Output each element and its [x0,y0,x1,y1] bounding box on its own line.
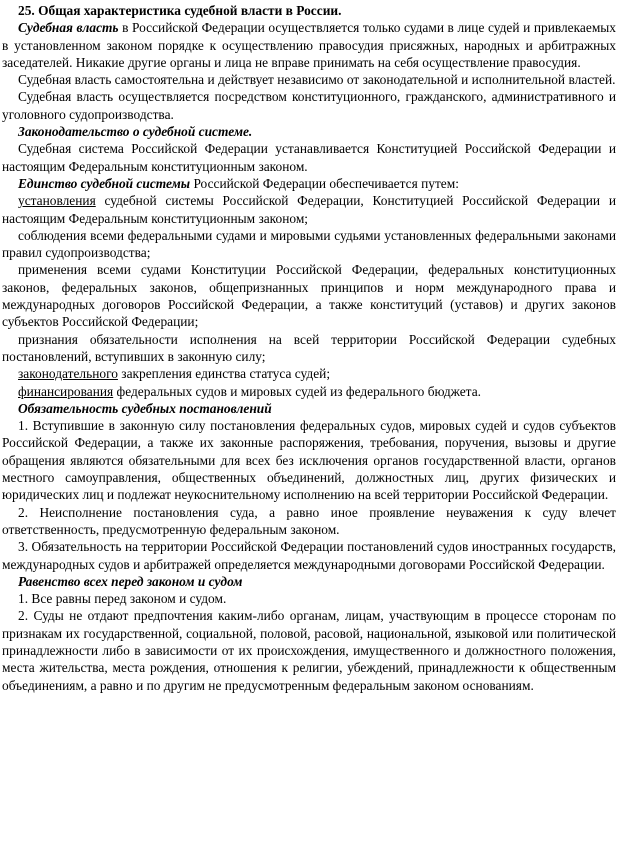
equality-paragraph-2: 2. Суды не отдают предпочтения каким-либо органам, лицам, участвующим в процессе сторонам по признакам их государственной, социальной, половой, расовой, национальной, языковой или политической принадлежности либо в зависимости от их происхождения, имущественного и должностного положения, места жительства, места рождения, отношения к религии, убеждений, принадлежности к общественным объединениям, а равно и по другим не предусмотренным федеральным законом основаниям. [2,608,616,693]
unity-item-6-underlined: финансирования [18,383,114,399]
binding-heading: Обязательность судебных постановлений [18,400,272,416]
legislation-paragraph: Судебная система Российской Федерации устанавливается Конституцией Российской Федерации и настоящим Федеральным конституционным законом. [2,141,616,174]
unity-text: Российской Федерации обеспечивается путем: [190,175,459,191]
equality-heading: Равенство всех перед законом и судом [18,573,243,589]
unity-item-5 [2,365,616,382]
binding-paragraph-2: 2. Неисполнение постановления суда, а равно иное проявление неуважения к суду влечет ответственность, предусмотренную федеральным законом. [2,504,616,537]
legislation-heading: Законодательство о судебной системе. [18,124,253,140]
unity-item-6 [2,383,616,400]
unity-term: Единство судебной системы [18,175,191,191]
binding-paragraph-3: 3. Обязательность на территории Российской Федерации постановлений судов иностранных государств, международных судов и арбитражей определяется международными договорами Российской Федерации. [2,539,616,572]
document-title: 25. Общая характеристика судебной власти в России. [18,3,342,18]
unity-item-1 [2,192,616,227]
unity-paragraph [2,175,616,192]
unity-item-1-underlined: установления [18,193,96,209]
unity-item-5-underlined: законодательного [18,366,118,382]
unity-item-3: применения всеми судами Конституции Российской Федерации, федеральных конституционных законов, федеральных законов, общепризнанных принципов и норм международного права и международных договоров Российской Федерации, а также конституций (уставов) и других законов субъектов Российской Федерации; [2,262,616,330]
binding-paragraph-1: 1. Вступившие в законную силу постановления федеральных судов, мировых судей и судов субъектов Российской Федерации, а также их законные распоряжения, требования, поручения, вызовы и другие обращения являются обязательными для всех без исключения органов государственной власти, органов местного самоуправления, общественных объединений, должностных лиц, других физических и юридических лиц и подлежат неукоснительному исполнению на всей территории Российской Федерации. [2,418,616,503]
equality-paragraph-1: 1. Все равны перед законом и судом. [18,591,227,607]
unity-item-2: соблюдения всеми федеральными судами и мировыми судьями установленных федеральными законами правил судопроизводства; [2,227,616,261]
intro-paragraph [2,19,616,71]
unity-item-6-rest: федеральных судов и мировых судей из федерального бюджета. [113,383,481,399]
unity-item-5-rest: закрепления единства статуса судей; [117,366,331,382]
proceedings-paragraph: Судебная власть осуществляется посредством конституционного, гражданского, административного и уголовного судопроизводства. [2,89,616,122]
unity-item-1-rest: судебной системы Российской Федерации, Конституцией Российской Федерации и настоящим Федеральным конституционным законом; [2,193,616,226]
intro-term: Судебная власть [18,20,119,36]
independence-paragraph: Судебная власть самостоятельна и действует независимо от законодательной и исполнительной властей. [18,72,616,88]
unity-item-4: признания обязательности исполнения на всей территории Российской Федерации судебных постановлений, вступивших в законную силу; [2,331,616,364]
intro-text: в Российской Федерации осуществляется только судами в лице судей и привлекаемых в установленном законом порядке к осуществлению правосудия присяжных, народных и арбитражных заседателей. Никакие другие органы и лица не вправе принимать на себя осуществление правосудия. [2,20,616,70]
